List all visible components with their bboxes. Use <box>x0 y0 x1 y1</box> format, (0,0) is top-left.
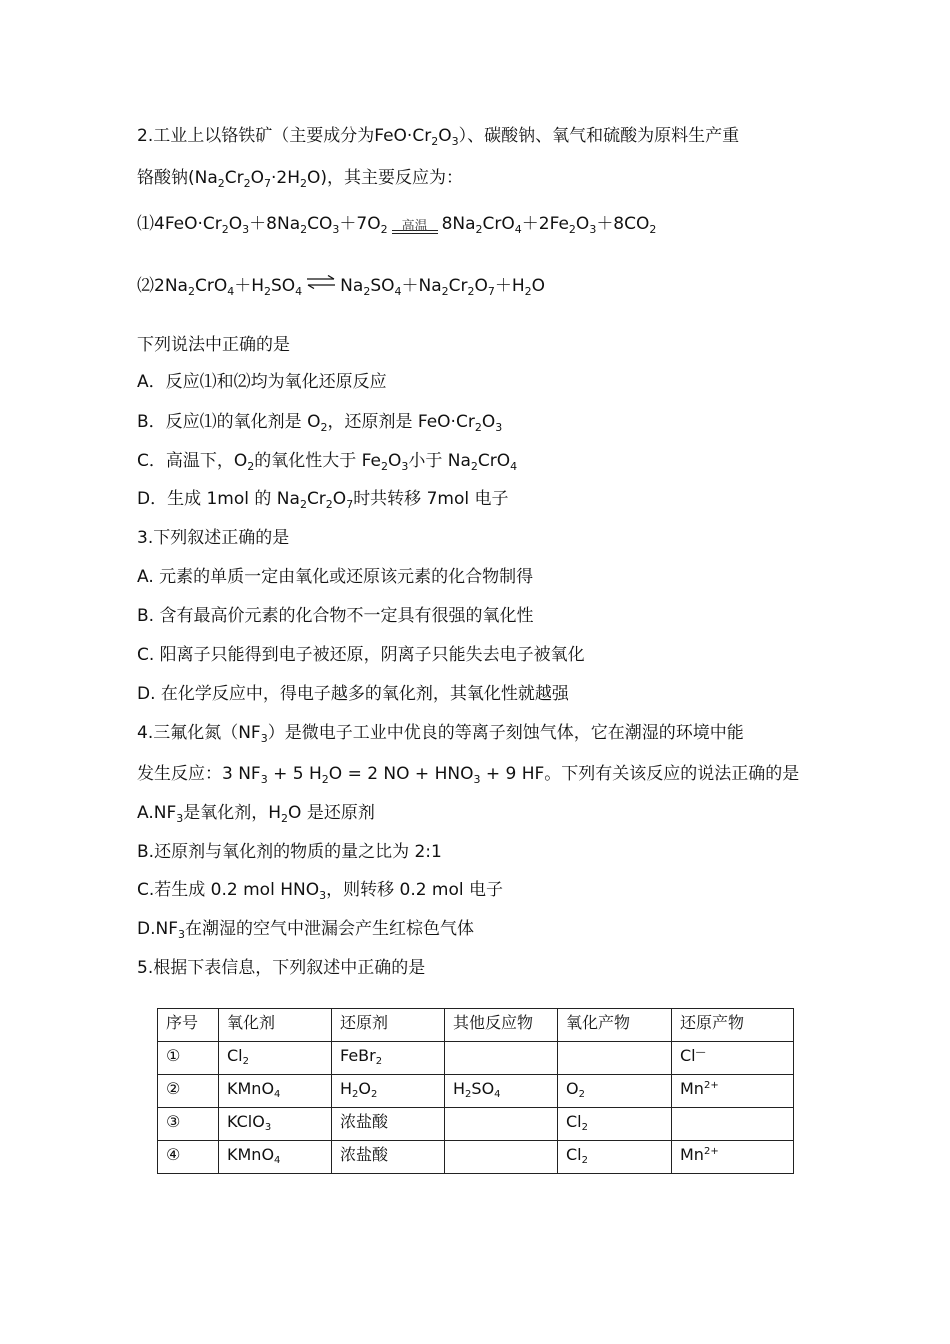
reductant-cell: FeBr$_2$ <box>332 1042 445 1075</box>
reduction-product-cell: $Mn^{2+}$ <box>672 1141 794 1174</box>
reductant-cell: $H_2O_2$ <box>332 1075 445 1108</box>
header-cell: 氧化剂 <box>219 1009 332 1042</box>
reaction-info-table <box>157 1008 794 1174</box>
row-number: ② <box>158 1075 219 1108</box>
oxidation-product-cell: $O_2$ <box>558 1075 672 1108</box>
header-cell: 序号 <box>158 1009 219 1042</box>
table-row <box>158 1108 794 1141</box>
q2-stem-line-2: 铬酸钠$(Na_2Cr_2O_7\cdot 2H_2O)$，其主要反应为： <box>137 168 464 190</box>
oxidant-cell: KClO$_3$ <box>219 1108 332 1141</box>
q2-reaction-2: $⑵2Na_2CrO_4+H_2SO_4$ $Na_2SO_4+Na_2Cr_2O_7+H_2O$ <box>137 276 546 298</box>
reduction-product-cell: Cl— <box>672 1042 794 1075</box>
q4-stem-line-2: 发生反应：3 $NF_3 + 5$ $H_2O = 2$ NO + $HNO_3 + 9$ HF。下列有关该反应的说法正确的是 <box>137 764 800 786</box>
row-number: ④ <box>158 1141 219 1174</box>
reduction-product-cell <box>672 1108 794 1141</box>
q3-option-c: C. 阳离子只能得到电子被还原，阴离子只能失去电子被氧化 <box>137 645 585 665</box>
q4-stem-line-1: 4.三氟化氮$(NF_3)$是微电子工业中优良的等离子刻蚀气体，它在潮湿的环境中能 <box>137 723 744 745</box>
table-row <box>158 1075 794 1108</box>
q4-option-b: B.还原剂与氧化剂的物质的量之比为 2:1 <box>137 842 442 862</box>
q4-option-a: $A.NF_3$是氧化剂，$H_2O$ 是还原剂 <box>137 803 375 825</box>
reductant-cell: 浓盐酸 <box>332 1108 445 1141</box>
q4-option-d: $D.NF_3$在潮湿的空气中泄漏会产生红棕色气体 <box>137 919 474 941</box>
q2-reaction-1: $⑴4FeO\cdot Cr_2O_3+8Na_2CO_3+7O_2$ 高温 $8Na_2CrO_4+2Fe_2O_3+8CO_2$ <box>137 214 657 236</box>
q2-option-a: A．反应⑴和⑵均为氧化还原反应 <box>137 372 387 392</box>
oxidant-cell: $Cl_2$ <box>219 1042 332 1075</box>
q2-option-c: C．高温下，$O_2$的氧化性大于 $Fe_2O_3$小于 $Na_2CrO_4$ <box>137 451 518 473</box>
q3-option-d: D. 在化学反应中，得电子越多的氧化剂，其氧化性就越强 <box>137 684 569 704</box>
header-cell: 还原产物 <box>672 1009 794 1042</box>
table-row <box>158 1042 794 1075</box>
q3-option-a: A. 元素的单质一定由氧化或还原该元素的化合物制得 <box>137 567 534 587</box>
q4-option-c: C.若生成 0.2 mol $HNO_3$，则转移 0.2 mol 电子 <box>137 880 504 902</box>
reduction-product-cell: $Mn^{2+}$ <box>672 1075 794 1108</box>
oxidant-cell: KMnO$_4$ <box>219 1075 332 1108</box>
q3-stem: 3.下列叙述正确的是 <box>137 528 290 548</box>
table-row <box>158 1141 794 1174</box>
row-number: ③ <box>158 1108 219 1141</box>
other-reactant-cell <box>445 1141 558 1174</box>
table-header-row <box>158 1009 794 1042</box>
oxidant-cell: KMnO$_4$ <box>219 1141 332 1174</box>
reaction-condition-label: 高温 <box>401 219 428 234</box>
q2-option-b: B．反应⑴的氧化剂是 $O_2$，还原剂是 $FeO\cdot Cr_2O_3$ <box>137 412 503 434</box>
q2-option-d: D．生成 1mol 的 $Na_2Cr_2O_7$时共转移 7mol 电子 <box>137 489 509 511</box>
oxidation-product-cell: $Cl_2$ <box>558 1141 672 1174</box>
row-number: ① <box>158 1042 219 1075</box>
header-cell: 其他反应物 <box>445 1009 558 1042</box>
q2-stem-line-1: 2.工业上以铬铁矿（主要成分为$FeO\cdot Cr_2O_3$）、碳酸钠、氧气和硫酸为原料生产重 <box>137 126 740 148</box>
oxidation-product-cell <box>558 1042 672 1075</box>
q3-option-b: B. 含有最高价元素的化合物不一定具有很强的氧化性 <box>137 606 534 626</box>
oxidation-product-cell: $Cl_2$ <box>558 1108 672 1141</box>
other-reactant-cell: $H_2SO_4$ <box>445 1075 558 1108</box>
header-cell: 还原剂 <box>332 1009 445 1042</box>
header-cell: 氧化产物 <box>558 1009 672 1042</box>
reductant-cell: 浓盐酸 <box>332 1141 445 1174</box>
other-reactant-cell <box>445 1042 558 1075</box>
reaction-condition-arrow <box>392 212 438 236</box>
other-reactant-cell <box>445 1108 558 1141</box>
q5-stem: 5.根据下表信息，下列叙述中正确的是 <box>137 958 426 978</box>
q2-question: 下列说法中正确的是 <box>137 335 290 355</box>
equilibrium-arrow-icon <box>306 275 336 289</box>
